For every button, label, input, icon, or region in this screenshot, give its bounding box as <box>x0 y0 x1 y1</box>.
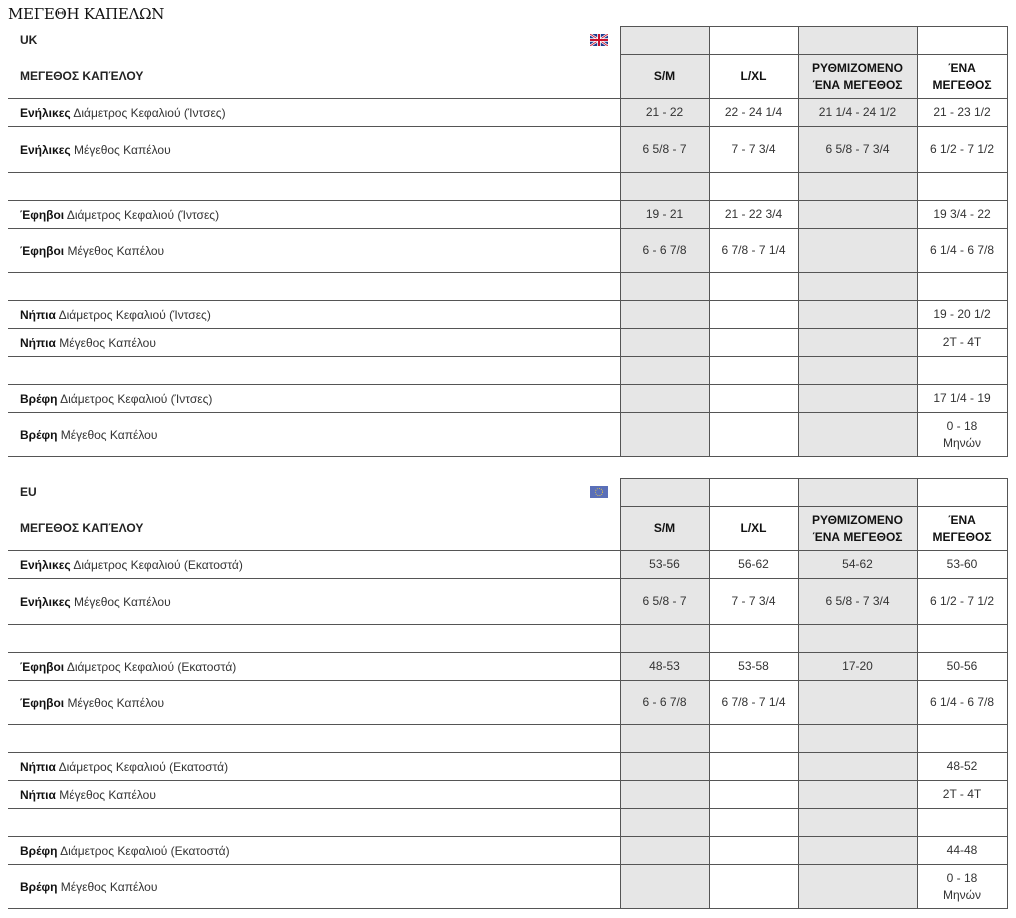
size-cell <box>709 385 798 413</box>
row-group: Έφηβοι <box>20 659 65 674</box>
size-cell <box>798 781 917 809</box>
size-cell: 2T - 4T <box>917 329 1007 357</box>
uk-size-table <box>8 26 1008 457</box>
size-cell: 17-20 <box>798 653 917 681</box>
size-cell: 6 5/8 - 7 <box>620 127 709 173</box>
size-cell: 6 1/2 - 7 1/2 <box>917 127 1007 173</box>
row-label <box>8 385 620 413</box>
region-label: UK <box>20 32 38 47</box>
size-cell <box>798 681 917 725</box>
size-cell <box>798 725 917 753</box>
size-cell <box>917 173 1007 201</box>
size-cell: 6 1/2 - 7 1/2 <box>917 579 1007 625</box>
size-cell <box>620 301 709 329</box>
size-cell <box>620 385 709 413</box>
size-cell <box>709 725 798 753</box>
spacer-row <box>8 173 1007 201</box>
size-cell <box>798 753 917 781</box>
table-row <box>8 127 1007 173</box>
size-cell <box>709 809 798 837</box>
column-header: ΈΝΑ ΜΕΓΕΘΟΣ <box>917 507 1007 551</box>
size-cell <box>620 413 709 457</box>
empty-cell <box>709 27 798 55</box>
region-row <box>8 27 1007 55</box>
row-label <box>8 625 620 653</box>
column-header: L/XL <box>709 507 798 551</box>
row-measure: Μέγεθος Καπέλου <box>74 142 171 157</box>
size-cell: 44-48 <box>917 837 1007 865</box>
row-label <box>8 127 620 173</box>
header-row <box>8 507 1007 551</box>
eu-flag-icon <box>590 486 608 498</box>
row-group: Βρέφη <box>20 843 58 858</box>
size-cell <box>620 625 709 653</box>
row-group: Νήπια <box>20 307 56 322</box>
size-cell: 6 5/8 - 7 <box>620 579 709 625</box>
page-title: ΜΕΓΕΘΗ ΚΑΠΕΛΩΝ <box>8 5 165 23</box>
table-row <box>8 413 1007 457</box>
column-header: ΡΥΘΜΙΖΟΜΕΝΟ ΈΝΑ ΜΕΓΕΘΟΣ <box>798 55 917 99</box>
size-cell <box>709 273 798 301</box>
size-cell: 0 - 18 Μηνών <box>917 865 1007 909</box>
table-row <box>8 301 1007 329</box>
row-group: Έφηβοι <box>20 695 65 710</box>
row-measure: Μέγεθος Καπέλου <box>59 787 156 802</box>
size-cell <box>709 865 798 909</box>
table-row <box>8 781 1007 809</box>
size-cell <box>917 357 1007 385</box>
size-cell: 7 - 7 3/4 <box>709 579 798 625</box>
size-cell: 19 - 21 <box>620 201 709 229</box>
size-cell <box>917 273 1007 301</box>
row-group: Έφηβοι <box>20 207 65 222</box>
table-row <box>8 837 1007 865</box>
size-cell <box>620 809 709 837</box>
size-cell <box>798 201 917 229</box>
size-cell <box>798 385 917 413</box>
spacer-row <box>8 809 1007 837</box>
size-cell: 6 - 6 7/8 <box>620 681 709 725</box>
row-measure: Μέγεθος Καπέλου <box>67 243 165 258</box>
row-measure: Μέγεθος Καπέλου <box>59 335 156 350</box>
row-label <box>8 99 620 127</box>
row-group: Ενήλικες <box>20 142 71 157</box>
size-cell <box>620 781 709 809</box>
size-cell: 6 5/8 - 7 3/4 <box>798 127 917 173</box>
empty-cell <box>709 479 798 507</box>
row-label <box>8 753 620 781</box>
table-row <box>8 681 1007 725</box>
size-cell: 53-60 <box>917 551 1007 579</box>
column-header: ΈΝΑ ΜΕΓΕΘΟΣ <box>917 55 1007 99</box>
table-row <box>8 579 1007 625</box>
size-cell: 21 - 23 1/2 <box>917 99 1007 127</box>
size-cell <box>620 329 709 357</box>
row-measure: Διάμετρος Κεφαλιού (Ίντσες) <box>73 105 226 120</box>
row-label <box>8 551 620 579</box>
table-row <box>8 653 1007 681</box>
row-group: Ενήλικες <box>20 594 71 609</box>
row-measure: Μέγεθος Καπέλου <box>60 879 158 894</box>
row-measure: Διάμετρος Κεφαλιού (Εκατοστά) <box>73 557 243 572</box>
row-measure: Μέγεθος Καπέλου <box>74 594 171 609</box>
row-group: Ενήλικες <box>20 557 71 572</box>
row-label <box>8 809 620 837</box>
row-measure: Διάμετρος Κεφαλιού (Ίντσες) <box>66 207 220 222</box>
region-row <box>8 479 1007 507</box>
table-row <box>8 551 1007 579</box>
size-cell <box>709 413 798 457</box>
size-cell <box>620 357 709 385</box>
region-label: EU <box>20 484 37 499</box>
table-row <box>8 865 1007 909</box>
size-cell <box>917 725 1007 753</box>
size-cell <box>620 865 709 909</box>
row-label <box>8 229 620 273</box>
size-cell: 7 - 7 3/4 <box>709 127 798 173</box>
size-cell: 21 - 22 <box>620 99 709 127</box>
size-cell: 6 1/4 - 6 7/8 <box>917 681 1007 725</box>
size-cell: 50-56 <box>917 653 1007 681</box>
row-label <box>8 273 620 301</box>
row-group: Έφηβοι <box>20 243 65 258</box>
row-label <box>8 579 620 625</box>
size-cell <box>620 173 709 201</box>
size-cell: 6 - 6 7/8 <box>620 229 709 273</box>
empty-cell <box>798 479 917 507</box>
row-measure: Διάμετρος Κεφαλιού (Εκατοστά) <box>58 759 229 774</box>
size-cell: 19 - 20 1/2 <box>917 301 1007 329</box>
size-cell <box>798 329 917 357</box>
spacer-row <box>8 273 1007 301</box>
uk-flag-icon <box>590 34 608 46</box>
row-label <box>8 173 620 201</box>
empty-cell <box>917 27 1007 55</box>
row-group: Νήπια <box>20 787 56 802</box>
header-label: ΜΕΓΕΘΟΣ ΚΑΠΈΛΟΥ <box>8 507 620 551</box>
size-cell: 0 - 18 Μηνών <box>917 413 1007 457</box>
size-cell: 21 1/4 - 24 1/2 <box>798 99 917 127</box>
empty-cell <box>917 479 1007 507</box>
row-label <box>8 301 620 329</box>
size-cell: 53-56 <box>620 551 709 579</box>
size-cell: 22 - 24 1/4 <box>709 99 798 127</box>
empty-cell <box>620 479 709 507</box>
size-cell <box>798 625 917 653</box>
row-group: Ενήλικες <box>20 105 71 120</box>
size-cell <box>798 229 917 273</box>
spacer-row <box>8 625 1007 653</box>
row-label <box>8 781 620 809</box>
table-row <box>8 229 1007 273</box>
size-cell: 48-53 <box>620 653 709 681</box>
column-header: ΡΥΘΜΙΖΟΜΕΝΟ ΈΝΑ ΜΕΓΕΘΟΣ <box>798 507 917 551</box>
size-cell: 19 3/4 - 22 <box>917 201 1007 229</box>
size-cell <box>709 625 798 653</box>
size-cell <box>620 837 709 865</box>
column-header: S/M <box>620 55 709 99</box>
size-cell <box>917 809 1007 837</box>
header-label: ΜΕΓΕΘΟΣ ΚΑΠΈΛΟΥ <box>8 55 620 99</box>
size-cell <box>798 865 917 909</box>
row-group: Βρέφη <box>20 879 58 894</box>
size-cell <box>709 837 798 865</box>
row-label <box>8 329 620 357</box>
size-cell <box>709 173 798 201</box>
size-cell <box>709 357 798 385</box>
size-cell: 48-52 <box>917 753 1007 781</box>
row-measure: Διάμετρος Κεφαλιού (Ίντσες) <box>60 391 213 406</box>
size-cell: 6 7/8 - 7 1/4 <box>709 681 798 725</box>
size-cell: 6 1/4 - 6 7/8 <box>917 229 1007 273</box>
size-cell <box>917 625 1007 653</box>
row-label <box>8 681 620 725</box>
size-cell <box>709 781 798 809</box>
table-row <box>8 385 1007 413</box>
size-cell <box>798 357 917 385</box>
size-cell: 53-58 <box>709 653 798 681</box>
row-label <box>8 413 620 457</box>
row-measure: Μέγεθος Καπέλου <box>67 695 165 710</box>
size-cell: 21 - 22 3/4 <box>709 201 798 229</box>
size-cell <box>709 753 798 781</box>
size-cell <box>709 329 798 357</box>
row-measure: Διάμετρος Κεφαλιού (Ίντσες) <box>58 307 211 322</box>
size-cell <box>709 301 798 329</box>
column-header: L/XL <box>709 55 798 99</box>
row-measure: Διάμετρος Κεφαλιού (Εκατοστά) <box>60 843 230 858</box>
row-label <box>8 725 620 753</box>
column-header: S/M <box>620 507 709 551</box>
size-cell <box>798 837 917 865</box>
size-cell: 54-62 <box>798 551 917 579</box>
row-label <box>8 201 620 229</box>
row-label <box>8 653 620 681</box>
table-row <box>8 201 1007 229</box>
spacer-row <box>8 357 1007 385</box>
spacer-row <box>8 725 1007 753</box>
size-cell <box>798 301 917 329</box>
size-cell: 2T - 4T <box>917 781 1007 809</box>
size-cell <box>798 173 917 201</box>
row-group: Βρέφη <box>20 391 58 406</box>
table-row <box>8 753 1007 781</box>
size-cell <box>620 753 709 781</box>
header-row <box>8 55 1007 99</box>
row-label <box>8 357 620 385</box>
size-cell: 17 1/4 - 19 <box>917 385 1007 413</box>
table-row <box>8 99 1007 127</box>
size-cell <box>620 273 709 301</box>
table-row <box>8 329 1007 357</box>
size-cell <box>798 273 917 301</box>
size-cell <box>620 725 709 753</box>
row-group: Νήπια <box>20 759 56 774</box>
size-cell: 6 5/8 - 7 3/4 <box>798 579 917 625</box>
row-group: Βρέφη <box>20 427 58 442</box>
size-cell: 56-62 <box>709 551 798 579</box>
eu-size-table <box>8 478 1008 909</box>
row-measure: Μέγεθος Καπέλου <box>60 427 158 442</box>
row-measure: Διάμετρος Κεφαλιού (Εκατοστά) <box>66 659 237 674</box>
row-label <box>8 837 620 865</box>
row-group: Νήπια <box>20 335 56 350</box>
empty-cell <box>798 27 917 55</box>
size-cell <box>798 413 917 457</box>
size-cell <box>798 809 917 837</box>
empty-cell <box>620 27 709 55</box>
row-label <box>8 865 620 909</box>
size-cell: 6 7/8 - 7 1/4 <box>709 229 798 273</box>
